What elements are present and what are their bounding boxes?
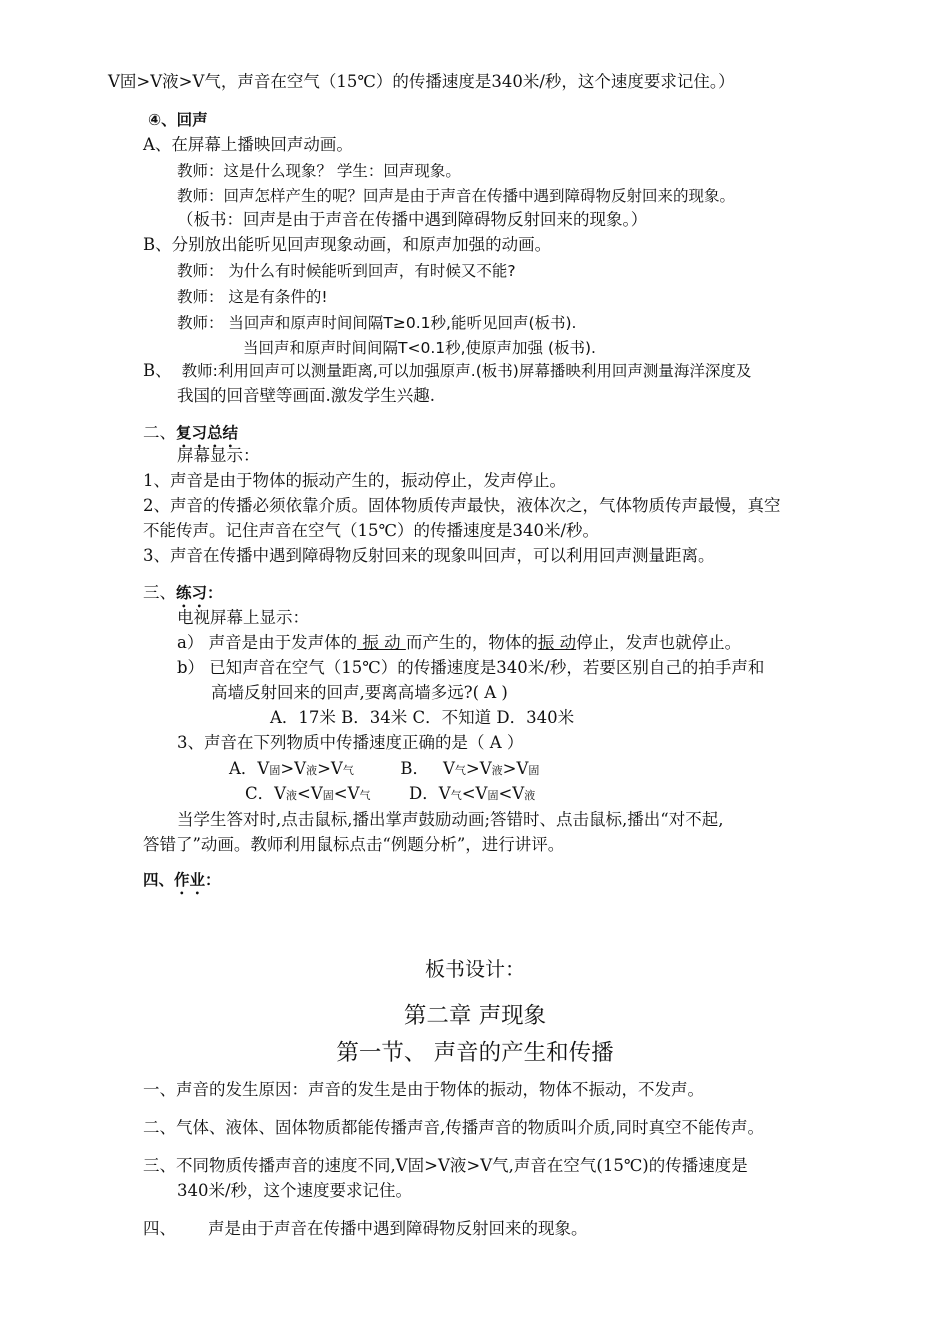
speed-symbol: V (330, 759, 343, 778)
board-item-1: 一、声音的发生原因：声音的发生是由于物体的振动，物体不振动，不发声。 (143, 1080, 704, 1099)
subscript: 液 (306, 764, 318, 777)
speed-symbol: V (475, 784, 488, 803)
subscript: 固 (528, 764, 540, 777)
section-number: 二、 (143, 423, 176, 442)
text-line: 当学生答对时,点击鼠标,播出掌声鼓励动画;答错时、点击鼠标,播出“对不起, (177, 810, 724, 829)
subscript: 气 (342, 764, 354, 777)
comparison: > (317, 759, 331, 778)
comparison: < (461, 784, 476, 803)
subscript: 固 (269, 764, 281, 777)
comparison: < (297, 784, 311, 803)
subscript: 气 (454, 764, 466, 777)
subscript: 气 (359, 789, 371, 802)
board-item-4 (143, 1217, 588, 1241)
text-line: 不能传声。记住声音在空气（15℃）的传播速度是340米/秒。 (143, 521, 600, 540)
speed-symbol: V (274, 784, 287, 803)
comparison: > (502, 759, 517, 778)
dialogue-line: 当回声和原声时间间隔T<0.1秒,使原声加强 (板书). (243, 339, 596, 357)
text-line: 1、声音是由于物体的振动产生的，振动停止，发声停止。 (143, 471, 566, 490)
option-row-2 (245, 782, 535, 808)
question-3: 3、声音在下列物质中传播速度正确的是（ A ） (177, 733, 524, 752)
dialogue-line: 教师： 当回声和原声时间间隔T≥0.1秒,能听见回声(板书). (177, 314, 577, 332)
option-label: A． (229, 759, 258, 778)
subscript: 固 (487, 789, 499, 802)
speed-symbol: V (479, 759, 492, 778)
list-marker: 四、 (143, 1219, 176, 1238)
text-line: （板书：回声是由于声音在传播中遇到障碍物反射回来的现象。） (177, 210, 648, 229)
answer-blank: 振 动 (357, 633, 406, 652)
subscript: 气 (450, 789, 462, 802)
section-heading-echo: ④、回声 (148, 111, 208, 129)
text-line: 屏幕显示： (177, 446, 260, 465)
text-line: 3、声音在传播中遇到障碍物反射回来的现象叫回声，可以利用回声测量距离。 (143, 546, 715, 565)
speed-symbol: V (512, 784, 525, 803)
speed-symbol: V (442, 759, 455, 778)
option-label: D． (409, 784, 439, 803)
option-row-1 (229, 757, 539, 783)
option-label: C． (245, 784, 275, 803)
section-title-main: 第一节、 声音的产生和传播 (336, 1040, 614, 1066)
comparison: < (498, 784, 513, 803)
dialogue-line: 教师： 这是有条件的! (177, 288, 328, 306)
dialogue-line: 教师：这是什么现象？ 学生：回声现象。 (177, 162, 461, 180)
dialogue-line: 教师： 为什么有时候能听到回声，有时候又不能? (177, 262, 516, 280)
text-line (143, 359, 751, 383)
subscript: 液 (524, 789, 536, 802)
speed-symbol: V (516, 759, 529, 778)
speed-symbol: V (438, 784, 451, 803)
comparison: < (333, 784, 348, 803)
dialogue-text: 教师:利用回声可以测量距离,可以加强原声.(板书)屏幕播映利用回声测量海洋深度及 (181, 362, 752, 380)
text-line: V固>V液>V气，声音在空气（15℃）的传播速度是340米/秒，这个速度要求记住。） (108, 72, 735, 91)
text-line: 电视屏幕上显示： (177, 608, 309, 627)
board-item-3-continued: 340米/秒，这个速度要求记住。 (177, 1181, 413, 1200)
section-number: 四、 (143, 871, 175, 889)
subscript: 固 (322, 789, 334, 802)
text-line: A、在屏幕上播映回声动画。 (143, 135, 353, 154)
section-title: 复习总结 (176, 424, 239, 442)
section-title: 作业 (174, 871, 206, 889)
text-line: 答错了”动画。教师利用鼠标点击“例题分析”，进行讲评。 (143, 835, 565, 854)
question-b-options: A．17米 B．34米 C．不知道 D．340米 (270, 708, 575, 727)
subscript: 液 (491, 764, 503, 777)
board-design-heading: 板书设计： (425, 957, 525, 981)
question-b-continued: 高墙反射回来的回声,要离高墙多远?( A ) (211, 683, 508, 702)
dialogue-line: 教师：回声怎样产生的呢？回声是由于声音在传播中遇到障碍物反射回来的现象。 (177, 187, 736, 205)
comparison: > (280, 759, 295, 778)
section-number: 三、 (143, 583, 176, 602)
speed-symbol: V (294, 759, 307, 778)
section-colon: ： (207, 584, 223, 602)
question-b: b） 已知声音在空气（15℃）的传播速度是340米/秒，若要区别自己的拍手声和 (177, 658, 765, 677)
chapter-title: 第二章 声现象 (403, 1003, 547, 1029)
text-line: 我国的回音壁等画面.激发学生兴趣. (177, 386, 435, 405)
section-title: 练习 (176, 584, 208, 602)
subscript: 液 (286, 789, 298, 802)
question-a (177, 631, 741, 655)
board-item-3: 三、不同物质传播声音的速度不同,V固>V液>V气,声音在空气(15℃)的传播速度是 (143, 1156, 748, 1175)
text-line: B、分别放出能听见回声现象动画，和原声加强的动画。 (143, 235, 552, 254)
answer-blank: 振 动 (537, 633, 577, 652)
section-colon: ： (205, 871, 221, 889)
comparison: > (465, 759, 480, 778)
text-line: 2、声音的传播必须依靠介质。固体物质传声最快，液体次之，气体物质传声最慢，真空 (143, 496, 781, 515)
speed-symbol: V (347, 784, 360, 803)
question-text: 而产生的，物体的 (405, 633, 538, 652)
speed-symbol: V (257, 759, 270, 778)
board-item-2: 二、气体、液体、固体物质都能传播声音,传播声音的物质叫介质,同时真空不能传声。 (143, 1118, 764, 1137)
section-heading-homework (143, 868, 221, 898)
speed-symbol: V (310, 784, 323, 803)
board-item-text: 声是由于声音在传播中遇到障碍物反射回来的现象。 (208, 1219, 588, 1238)
option-label: B． (400, 759, 429, 778)
question-text: 停止，发声也就停止。 (576, 633, 742, 652)
question-text: a） 声音是由于发声体的 (177, 633, 358, 652)
list-marker: B、 (143, 361, 172, 380)
